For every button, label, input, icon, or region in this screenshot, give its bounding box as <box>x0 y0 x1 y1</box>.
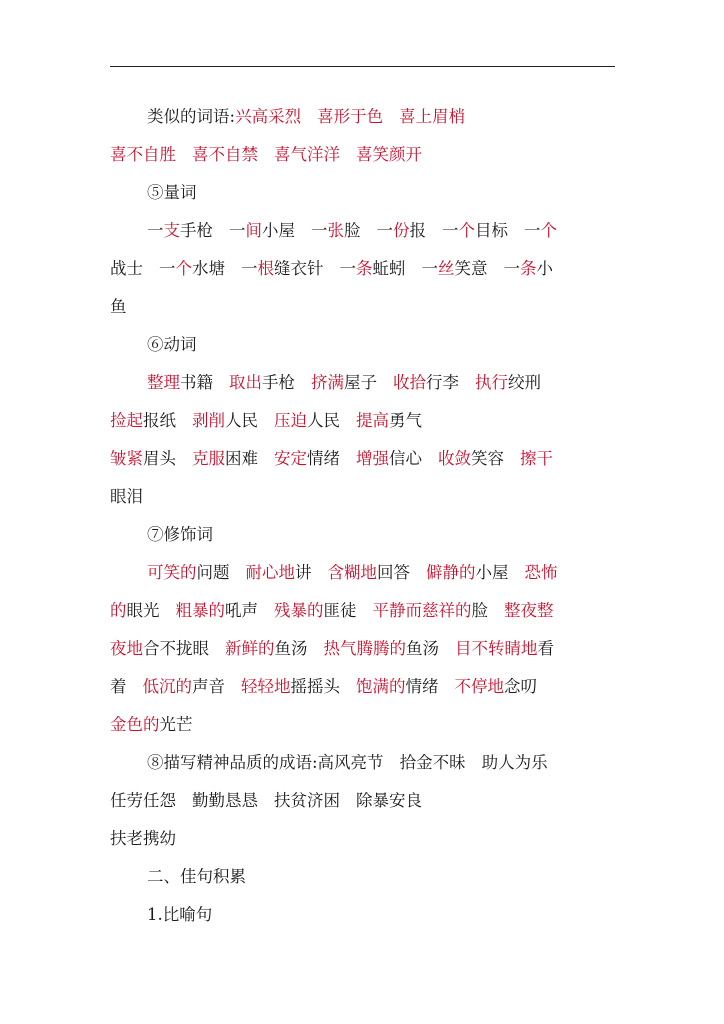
highlighted-word: 执行 <box>475 373 508 392</box>
plain-text: 声音 <box>192 677 225 696</box>
plain-text: 一 <box>376 221 393 240</box>
highlighted-word: 剥削 <box>192 411 225 430</box>
plain-text: 小屋 <box>262 221 295 240</box>
highlighted-word: 间 <box>245 221 262 240</box>
plain-text: 眼光 <box>126 601 160 620</box>
plain-text: 问题 <box>196 563 230 582</box>
highlighted-word: 增强 <box>356 449 389 468</box>
highlighted-word: 喜笑颜开 <box>356 145 422 164</box>
highlighted-word: 支 <box>163 221 180 240</box>
highlighted-word: 僻静的 <box>426 563 476 582</box>
plain-text: 匪徒 <box>323 601 357 620</box>
plain-text: 困难 <box>225 449 258 468</box>
text-line <box>110 252 553 286</box>
plain-text: 勇气 <box>389 411 422 430</box>
highlighted-word: 收敛 <box>438 449 471 468</box>
highlighted-word: 条 <box>520 259 537 278</box>
plain-text: 二、佳句积累 <box>147 867 246 886</box>
plain-text: 任劳任怨 <box>110 791 176 810</box>
text-line <box>110 670 537 704</box>
text-line <box>147 860 246 894</box>
text-line <box>147 214 557 248</box>
header-rule <box>110 66 615 67</box>
highlighted-word: 个 <box>175 259 192 278</box>
plain-text: 念叨 <box>504 677 537 696</box>
highlighted-word: 擦干 <box>520 449 553 468</box>
plain-text: 一 <box>503 259 520 278</box>
highlighted-word: 捡起 <box>110 411 143 430</box>
text-line <box>110 708 193 742</box>
plain-text: 一 <box>339 259 356 278</box>
highlighted-word: 的 <box>110 601 127 620</box>
plain-text: 绞刑 <box>508 373 541 392</box>
plain-text: 水塘 <box>192 259 225 278</box>
text-line <box>110 442 553 476</box>
highlighted-word: 目不转睛地 <box>455 639 538 658</box>
plain-text: 一 <box>311 221 328 240</box>
text-line <box>147 366 541 400</box>
text-line <box>147 100 465 134</box>
highlighted-word: 份 <box>393 221 410 240</box>
plain-text: 情绪 <box>405 677 439 696</box>
plain-text: 情绪 <box>307 449 340 468</box>
highlighted-word: 不停地 <box>454 677 504 696</box>
highlighted-word: 个 <box>540 221 557 240</box>
highlighted-word: 皱紧 <box>110 449 143 468</box>
text-line <box>110 632 554 666</box>
highlighted-word: 含糊地 <box>327 563 377 582</box>
plain-text: 小 <box>536 259 553 278</box>
plain-text: 战士 <box>110 259 143 278</box>
plain-text: 手枪 <box>262 373 295 392</box>
highlighted-word: 兴高采烈 <box>235 107 302 126</box>
plain-text: 手枪 <box>180 221 213 240</box>
plain-text: ⑤量词 <box>147 183 197 202</box>
highlighted-word: 低沉的 <box>142 677 192 696</box>
highlighted-word: 饱满的 <box>356 677 406 696</box>
text-line <box>147 176 197 210</box>
text-line <box>147 328 197 362</box>
text-line <box>110 822 176 856</box>
plain-text: ⑧描写精神品质的成语:高风亮节 <box>147 753 384 772</box>
plain-text: 一 <box>442 221 459 240</box>
plain-text: 鱼汤 <box>274 639 308 658</box>
highlighted-word: 热气腾腾的 <box>323 639 406 658</box>
highlighted-word: 金色的 <box>110 715 160 734</box>
plain-text: 脸 <box>344 221 361 240</box>
highlighted-word: 安定 <box>274 449 307 468</box>
highlighted-word: 轻轻地 <box>241 677 291 696</box>
plain-text: 鱼 <box>110 297 127 316</box>
highlighted-word: 整夜整 <box>504 601 554 620</box>
plain-text: 着 <box>110 677 127 696</box>
highlighted-word: 丝 <box>438 259 455 278</box>
plain-text: 扶贫济困 <box>274 791 340 810</box>
plain-text: 勤勤恳恳 <box>192 791 258 810</box>
plain-text: 看 <box>537 639 554 658</box>
plain-text: ⑥动词 <box>147 335 197 354</box>
plain-text: 摇摇头 <box>290 677 340 696</box>
plain-text: 一 <box>229 221 246 240</box>
text-line <box>110 480 143 514</box>
plain-text: 一 <box>241 259 258 278</box>
plain-text: 信心 <box>389 449 422 468</box>
highlighted-word: 喜不自禁 <box>192 145 258 164</box>
plain-text: 回答 <box>377 563 410 582</box>
plain-text: 笑容 <box>471 449 504 468</box>
plain-text: 一 <box>421 259 438 278</box>
text-line <box>147 898 212 932</box>
highlighted-word: 条 <box>356 259 373 278</box>
highlighted-word: 耐心地 <box>245 563 295 582</box>
highlighted-word: 残暴的 <box>274 601 324 620</box>
highlighted-word: 克服 <box>192 449 225 468</box>
plain-text: 扶老携幼 <box>110 829 176 848</box>
plain-text: 讲 <box>295 563 312 582</box>
plain-text: 行李 <box>426 373 459 392</box>
plain-text: 书籍 <box>180 373 213 392</box>
plain-text: 一 <box>147 221 164 240</box>
plain-text: 眉头 <box>143 449 176 468</box>
highlighted-word: 提高 <box>356 411 389 430</box>
highlighted-word: 收拾 <box>393 373 426 392</box>
plain-text: 脸 <box>471 601 488 620</box>
plain-text: 一 <box>524 221 541 240</box>
plain-text: 拾金不昧 <box>399 753 466 772</box>
text-line <box>110 290 127 324</box>
text-line <box>110 784 422 818</box>
plain-text: 小屋 <box>475 563 509 582</box>
text-line <box>110 138 422 172</box>
highlighted-word: 粗暴的 <box>175 601 225 620</box>
highlighted-word: 取出 <box>229 373 262 392</box>
plain-text: 人民 <box>307 411 340 430</box>
text-line <box>110 404 422 438</box>
highlighted-word: 压迫 <box>274 411 307 430</box>
plain-text: 报纸 <box>143 411 176 430</box>
highlighted-word: 喜形于色 <box>317 107 384 126</box>
plain-text: 缝衣针 <box>274 259 324 278</box>
highlighted-word: 整理 <box>147 373 180 392</box>
plain-text: 屋子 <box>344 373 377 392</box>
plain-text: 1.比喻句 <box>147 905 213 924</box>
highlighted-word: 根 <box>257 259 274 278</box>
plain-text: 吼声 <box>225 601 258 620</box>
plain-text: 笑意 <box>454 259 488 278</box>
highlighted-word: 平静而慈祥的 <box>372 601 472 620</box>
highlighted-word: 夜地 <box>110 639 143 658</box>
highlighted-word: 喜不自胜 <box>110 145 176 164</box>
plain-text: 助人为乐 <box>481 753 548 772</box>
plain-text: 眼泪 <box>110 487 143 506</box>
plain-text: 光芒 <box>159 715 193 734</box>
highlighted-word: 恐怖 <box>524 563 558 582</box>
plain-text: 合不拢眼 <box>143 639 209 658</box>
plain-text: 目标 <box>475 221 508 240</box>
plain-text: 蚯蚓 <box>372 259 406 278</box>
highlighted-word: 喜气洋洋 <box>274 145 340 164</box>
plain-text: 鱼汤 <box>406 639 439 658</box>
highlighted-word: 喜上眉梢 <box>399 107 466 126</box>
text-line <box>147 556 558 590</box>
plain-text: ⑦修饰词 <box>147 525 213 544</box>
highlighted-word: 张 <box>327 221 344 240</box>
highlighted-word: 可笑的 <box>147 563 197 582</box>
plain-text: 除暴安良 <box>356 791 422 810</box>
plain-text: 类似的词语: <box>147 107 236 126</box>
text-line <box>147 518 213 552</box>
highlighted-word: 个 <box>458 221 475 240</box>
highlighted-word: 挤满 <box>311 373 344 392</box>
text-line <box>147 746 548 780</box>
plain-text: 报 <box>409 221 426 240</box>
highlighted-word: 新鲜的 <box>225 639 275 658</box>
plain-text: 一 <box>159 259 176 278</box>
text-line <box>110 594 554 628</box>
plain-text: 人民 <box>225 411 258 430</box>
